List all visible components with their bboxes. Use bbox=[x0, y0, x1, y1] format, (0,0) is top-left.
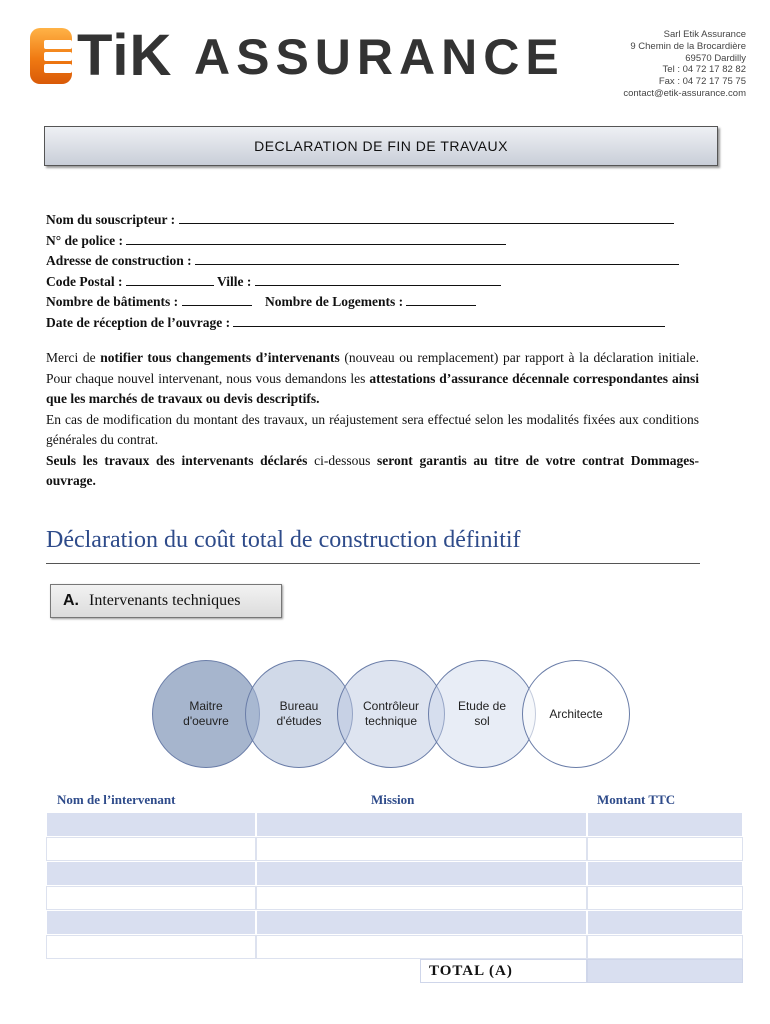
total-label: TOTAL (A) bbox=[420, 959, 587, 983]
field-police[interactable] bbox=[126, 231, 506, 245]
declaration-form bbox=[46, 210, 706, 333]
label-batiments: Nombre de bâtiments : bbox=[46, 294, 179, 309]
circle-1-line-2: d'oeuvre bbox=[183, 714, 229, 728]
cell-montant[interactable] bbox=[587, 861, 743, 886]
cell-mission[interactable] bbox=[256, 812, 587, 837]
p3-bold-c: seront garantis au titre de votre contrat Dommages-ouvrage. bbox=[46, 452, 699, 488]
total-row bbox=[420, 959, 743, 983]
instructions-p3 bbox=[46, 451, 699, 492]
contact-tel: Tel : 04 72 17 82 82 bbox=[662, 64, 746, 76]
cell-nom[interactable] bbox=[46, 861, 256, 886]
contact-street: 9 Chemin de la Brocardière bbox=[630, 40, 746, 52]
circle-3-line-2: technique bbox=[364, 714, 418, 728]
cell-nom[interactable] bbox=[46, 935, 256, 960]
table-row bbox=[46, 910, 743, 935]
label-reception: Date de réception de l’ouvrage : bbox=[46, 314, 231, 330]
contact-email[interactable]: contact@etik-assurance.com bbox=[623, 87, 746, 99]
cell-montant[interactable] bbox=[587, 837, 743, 862]
contact-fax: Fax : 04 72 17 75 75 bbox=[658, 76, 746, 88]
p1-bold-d: attestations d’assurance décennale correspondantes ainsi que les marchés de travaux ou devis descriptifs. bbox=[46, 370, 699, 406]
cell-mission[interactable] bbox=[256, 861, 587, 886]
table-row bbox=[46, 935, 743, 960]
table-row bbox=[46, 812, 743, 837]
label-adresse: Adresse de construction : bbox=[46, 253, 192, 268]
table-row bbox=[46, 837, 743, 862]
field-code-postal[interactable] bbox=[126, 272, 214, 286]
p3-bold-a: Seuls les travaux des intervenants déclarés bbox=[46, 452, 308, 468]
table-row bbox=[46, 886, 743, 911]
logo-e-mark bbox=[30, 28, 72, 84]
cell-nom[interactable] bbox=[46, 837, 256, 862]
field-adresse[interactable] bbox=[195, 251, 679, 265]
logo-tik-text: TiK bbox=[77, 23, 173, 88]
circle-etude-sol bbox=[428, 660, 536, 768]
subsection-box bbox=[50, 584, 282, 618]
logo-assurance-text: ASSURANCE bbox=[194, 29, 565, 85]
cell-montant[interactable] bbox=[587, 812, 743, 837]
label-ville: Ville : bbox=[217, 273, 252, 289]
label-logements: Nombre de Logements : bbox=[265, 294, 404, 309]
p1-text-a: Merci de bbox=[46, 350, 101, 365]
header-montant: Montant TTC bbox=[597, 792, 676, 807]
subsection-label: Intervenants techniques bbox=[89, 592, 241, 609]
contact-company: Sarl Etik Assurance bbox=[663, 29, 746, 40]
field-batiments[interactable] bbox=[182, 292, 252, 306]
cell-nom[interactable] bbox=[46, 910, 256, 935]
cell-montant[interactable] bbox=[587, 886, 743, 911]
p3-text-b: ci-dessous bbox=[307, 452, 378, 468]
cell-montant[interactable] bbox=[587, 910, 743, 935]
total-value-field[interactable] bbox=[587, 959, 743, 983]
form-row-reception bbox=[46, 313, 706, 334]
circle-4-line-1: Etude de bbox=[457, 699, 507, 713]
cell-nom[interactable] bbox=[46, 812, 256, 837]
p1-text-c: (nouveau ou remplacement) par rapport à la déclaration initiale. Pour chaque nouvel intervenant, nous vous demandons les bbox=[46, 350, 700, 386]
table-row bbox=[46, 861, 743, 886]
form-row-police bbox=[46, 231, 706, 252]
form-row-adresse bbox=[46, 251, 706, 272]
label-police: N° de police : bbox=[46, 232, 124, 248]
circle-2-line-2: d'études bbox=[276, 714, 322, 728]
label-code-postal: Code Postal : bbox=[46, 273, 123, 289]
circle-5-line-1: Architecte bbox=[549, 706, 603, 721]
field-ville[interactable] bbox=[255, 272, 501, 286]
instructions-p2: En cas de modification du montant des travaux, un réajustement sera effectué selon les modalités fixées aux conditions générales du contrat. bbox=[46, 411, 699, 447]
header-nom-intervenant: Nom de l’intervenant bbox=[57, 792, 176, 807]
contact-block bbox=[526, 29, 746, 100]
cell-montant[interactable] bbox=[587, 935, 743, 960]
circle-1-line-1: Maitre bbox=[189, 699, 223, 713]
section-divider bbox=[46, 563, 700, 564]
circle-maitre-oeuvre bbox=[152, 660, 260, 768]
instructions-text bbox=[46, 348, 699, 492]
form-row-code-ville bbox=[46, 272, 706, 293]
cell-mission[interactable] bbox=[256, 886, 587, 911]
field-reception[interactable] bbox=[233, 313, 665, 327]
contact-city: 69570 Dardilly bbox=[685, 52, 746, 64]
field-logements[interactable] bbox=[406, 292, 476, 306]
circle-architecte bbox=[522, 660, 630, 768]
subsection-letter: A. bbox=[63, 592, 79, 609]
form-row-batiments bbox=[46, 292, 706, 313]
section-title: Déclaration du coût total de construction définitif bbox=[46, 527, 521, 553]
document-title: DECLARATION DE FIN DE TRAVAUX bbox=[44, 126, 718, 166]
circle-3-line-1: Contrôleur bbox=[362, 699, 420, 713]
cell-nom[interactable] bbox=[46, 886, 256, 911]
form-row-souscripteur bbox=[46, 210, 706, 231]
cell-mission[interactable] bbox=[256, 837, 587, 862]
cell-mission[interactable] bbox=[256, 910, 587, 935]
field-souscripteur[interactable] bbox=[179, 210, 674, 224]
cell-mission[interactable] bbox=[256, 935, 587, 960]
circle-2-line-1: Bureau bbox=[279, 699, 319, 713]
header-mission: Mission bbox=[371, 792, 415, 807]
circle-4-line-2: sol bbox=[474, 714, 490, 728]
label-souscripteur: Nom du souscripteur : bbox=[46, 212, 176, 227]
p1-bold-b: notifier tous changements d’intervenants bbox=[100, 350, 340, 365]
intervenants-table bbox=[46, 812, 743, 959]
instructions-p1 bbox=[46, 348, 699, 410]
